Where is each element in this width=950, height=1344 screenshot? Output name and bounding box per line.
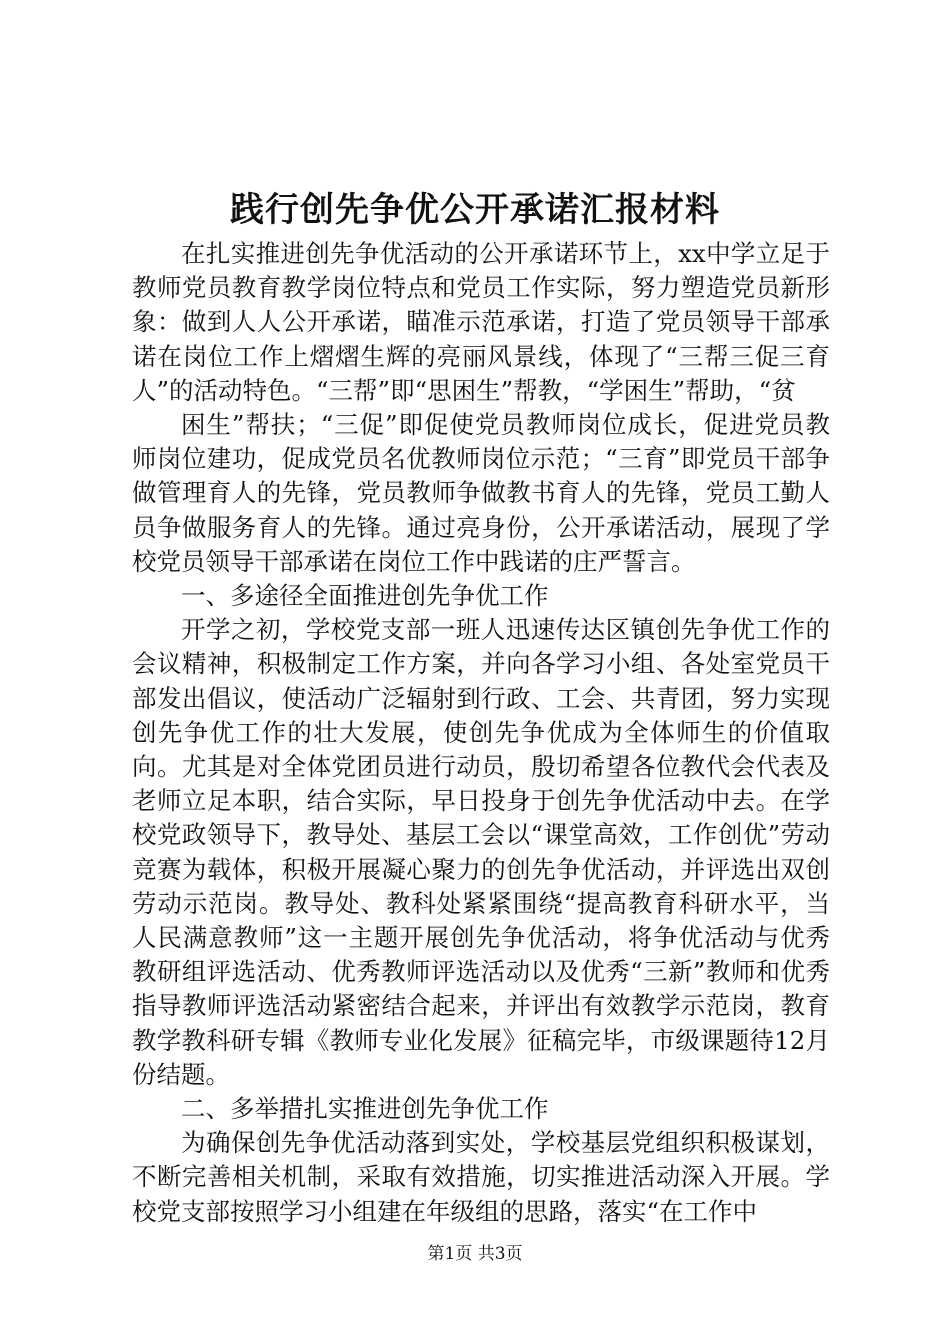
paragraph-section-2: 为确保创先争优活动落到实处，学校基层党组织积极谋划，不断完善相关机制，采取有效措施，切实推进活动深入开展。学校党支部按照学习小组建在年级组的思路，落实“在工作中 (132, 1128, 830, 1226)
section-heading-1: 一、多途径全面推进创先争优工作 (181, 581, 549, 611)
document-body (132, 237, 830, 1229)
paragraph-intro: 在扎实推进创先争优活动的公开承诺环节上，xx中学立足于教师党员教育教学岗位特点和党员工作实际，努力塑造党员新形象：做到人人公开承诺，瞄准示范承诺，打造了党员领导干部承诺在岗位工作上熠熠生辉的亮丽风景线，体现了“三帮三促三育人”的活动特色。“三帮”即“思困生”帮教，“学困生”帮助，“贫 (132, 239, 830, 405)
section-heading-2: 二、多举措扎实推进创先争优工作 (181, 1094, 549, 1124)
page-number-footer: 第1页 共3页 (427, 1244, 523, 1264)
paragraph-continued: 困生”帮扶；“三促”即促使党员教师岗位成长，促进党员教师岗位建功，促成党员名优教师岗位示范；“三育”即党员干部争做管理育人的先锋，党员教师争做教书育人的先锋，党员工勤人员争做服务育人的先锋。通过亮身份，公开承诺活动，展现了学校党员领导干部承诺在岗位工作中践诺的庄严誓言。 (132, 410, 830, 576)
paragraph-section-1: 开学之初，学校党支部一班人迅速传达区镇创先争优工作的会议精神，积极制定工作方案，并向各学习小组、各处室党员干部发出倡议，使活动广泛辐射到行政、工会、共青团，努力实现创先争优工作的壮大发展，使创先争优成为全体师生的价值取向。尤其是对全体党团员进行动员，殷切希望各位教代会代表及老师立足本职，结合实际，早日投身于创先争优活动中去。在学校党政领导下，教导处、基层工会以“课堂高效，工作创优”劳动竞赛为载体，积极开展凝心聚力的创先争优活动，并评选出双创劳动示范岗。教导处、教科处紧紧围绕“提高教育科研水平，当人民满意教师”这一主题开展创先争优活动，将争优活动与优秀教研组评选活动、优秀教师评选活动以及优秀“三新”教师和优秀指导教师评选活动紧密结合起来，并评出有效教学示范岗，教育教学教科研专辑《教师专业化发展》征稿完毕，市级课题待12月份结题。 (132, 615, 830, 1089)
document-title: 践行创先争优公开承诺汇报材料 (230, 190, 720, 230)
